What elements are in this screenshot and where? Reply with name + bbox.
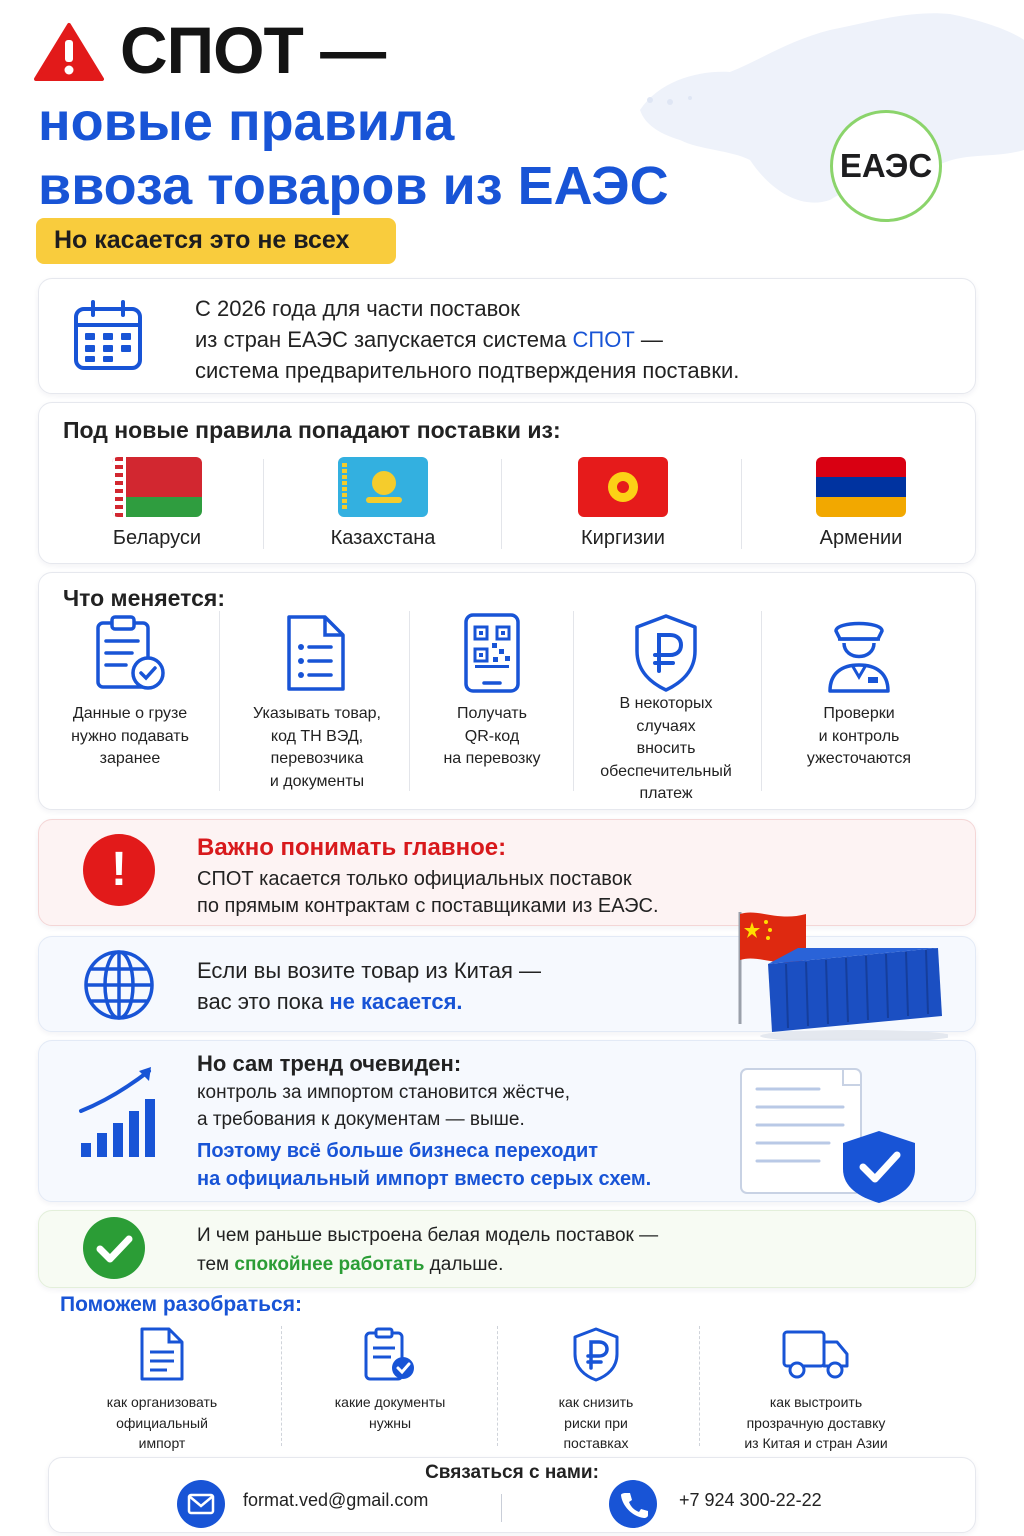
divider: [281, 1326, 282, 1446]
country-armenia: [743, 457, 979, 557]
text-segment: дальше.: [424, 1254, 504, 1275]
contacts-card: [48, 1457, 976, 1533]
text-line: обеспечительный: [600, 762, 732, 780]
subtitle-badge: Но касается это не всех: [36, 218, 396, 264]
text-line: риски при: [564, 1414, 628, 1431]
growth-chart-icon: [77, 1063, 157, 1159]
text-line: QR-код: [464, 727, 520, 745]
text-line: перевозчика: [270, 750, 364, 767]
text-line: как организовать: [106, 1394, 218, 1410]
divider: [501, 459, 502, 549]
divider: [219, 611, 220, 791]
text-line: нужны: [368, 1414, 412, 1431]
countries-card: [38, 402, 976, 564]
text-line: В некоторых: [619, 695, 713, 712]
mail-icon: [177, 1480, 225, 1528]
important-text: [197, 866, 659, 920]
change-item: [233, 613, 401, 793]
intro-line-1: С 2026 года для части поставок: [195, 296, 520, 321]
country-name: Казахстана: [330, 527, 436, 549]
phone-icon: [609, 1480, 657, 1528]
text-line: на перевозку: [443, 750, 541, 767]
map-decoration: [620, 0, 1024, 230]
text-segment: вас это пока: [197, 989, 330, 1014]
important-heading: Важно понимать главное:: [197, 834, 507, 861]
intro-line-2-post: —: [634, 327, 663, 352]
truck-icon: [781, 1326, 851, 1382]
text-line: СПОТ касается только официальных поставок: [197, 868, 632, 890]
document-icon: [139, 1326, 185, 1382]
divider: [501, 1494, 502, 1522]
phone-link[interactable]: +7 924 300-22-22: [679, 1490, 822, 1510]
divider: [741, 459, 742, 549]
text-line: официальный: [116, 1414, 208, 1431]
ruble-shield-icon: [571, 1326, 621, 1382]
text-line: из Китая и стран Азии: [744, 1435, 888, 1451]
contacts-title: Связаться с нами:: [425, 1462, 599, 1483]
help-item: [82, 1326, 242, 1454]
change-text: [49, 703, 211, 771]
ruble-shield-icon: [631, 613, 701, 693]
spot-accent: СПОТ: [572, 327, 635, 352]
country-kyrgyzstan: [505, 457, 741, 557]
text-line: вносить: [636, 740, 696, 757]
text-line: какие документы: [334, 1394, 446, 1410]
text-line: как снизить: [558, 1394, 634, 1410]
change-item: [775, 613, 943, 771]
text-line: ужесточаются: [806, 750, 912, 767]
help-item: [516, 1326, 676, 1454]
text-line: И чем раньше выстроена белая модель поставок —: [197, 1225, 659, 1246]
intro-line-3: система предварительного подтверждения поставки.: [195, 358, 740, 383]
text-line: Указывать товар,: [253, 705, 381, 722]
kyrgyzstan-flag-icon: [578, 457, 668, 517]
ok-card: [38, 1210, 976, 1288]
countries-title: Под новые правила попадают поставки из:: [63, 417, 561, 443]
text-line: и контроль: [818, 727, 900, 745]
alert-icon: !: [83, 834, 155, 906]
page-title: СПОТ —: [120, 13, 386, 87]
text-line: и документы: [269, 772, 365, 790]
country-name: Киргизии: [581, 527, 665, 549]
country-kazakhstan: [265, 457, 501, 557]
country-name: Армении: [819, 527, 903, 549]
changes-title: Что меняется:: [63, 585, 225, 611]
divider: [263, 459, 264, 549]
text-line: как выстроить: [769, 1394, 863, 1410]
help-item: [310, 1326, 470, 1433]
title-line-2: новые правила: [38, 92, 455, 152]
help-item: [724, 1326, 908, 1454]
divider: [761, 611, 762, 791]
text-line: по прямым контрактам с поставщиками из ЕАЭС.: [197, 895, 659, 917]
intro-text: [195, 293, 739, 386]
text-line: нужно подавать: [71, 727, 189, 745]
trend-accent-text: [197, 1137, 651, 1193]
text-line: Проверки: [823, 705, 895, 722]
verified-document-icon: [739, 1061, 919, 1203]
divider: [573, 611, 574, 791]
belarus-flag-icon: [112, 457, 202, 517]
customs-officer-icon: [824, 613, 894, 693]
warning-icon: [34, 22, 104, 82]
text-line: случаях: [636, 717, 696, 735]
page-title-accent: [38, 90, 669, 218]
text-line: платеж: [639, 785, 693, 802]
intro-line-2-pre: из стран ЕАЭС запускается система: [195, 327, 573, 352]
text-line: Данные о грузе: [72, 705, 188, 722]
text-line: импорт: [138, 1435, 186, 1451]
change-text: [581, 693, 751, 806]
clipboard-check-icon: [363, 1326, 417, 1382]
text-line: Если вы возите товар из Китая —: [197, 958, 542, 983]
not-affected-accent: не касается.: [329, 989, 463, 1014]
text-line: прозрачную доставку: [746, 1414, 886, 1431]
text-line: [197, 986, 541, 1017]
divider: [699, 1326, 700, 1446]
text-line: заранее: [99, 750, 161, 767]
text-line: Поэтому всё больше бизнеса переходит: [197, 1140, 599, 1162]
check-circle-icon: [83, 1217, 145, 1279]
title-line-3: ввоза товаров из ЕАЭС: [38, 156, 669, 216]
divider: [409, 611, 410, 791]
kazakhstan-flag-icon: [338, 457, 428, 517]
intro-line-2: [195, 324, 739, 355]
document-list-icon: [279, 613, 355, 693]
globe-icon: [83, 949, 155, 1021]
email-link[interactable]: format.ved@gmail.com: [243, 1490, 429, 1510]
change-item: [581, 613, 751, 806]
change-text: [233, 703, 401, 793]
help-text: [310, 1392, 470, 1433]
clipboard-check-icon: [92, 613, 168, 693]
china-container-illustration: [728, 908, 948, 1048]
armenia-flag-icon: [816, 457, 906, 517]
calendar-icon: [73, 299, 143, 371]
trend-text: [197, 1079, 570, 1133]
change-item: [417, 613, 567, 771]
text-line: [197, 1250, 658, 1279]
divider: [497, 1326, 498, 1446]
change-text: [775, 703, 943, 771]
text-line: на официальный импорт вместо серых схем.: [197, 1168, 652, 1190]
country-belarus: [39, 457, 275, 557]
help-title: Поможем разобраться:: [60, 1293, 302, 1316]
help-text: [724, 1392, 908, 1454]
help-text: [516, 1392, 676, 1454]
help-text: [82, 1392, 242, 1454]
text-line: Получать: [457, 705, 527, 722]
calm-accent: спокойнее работать: [234, 1254, 425, 1275]
trend-heading: Но сам тренд очевиден:: [197, 1051, 462, 1076]
china-text: [197, 955, 541, 1017]
country-name: Беларуси: [112, 527, 202, 549]
changes-card: [38, 572, 976, 810]
ok-text: [197, 1221, 658, 1279]
text-line: поставках: [563, 1435, 629, 1451]
change-item: [49, 613, 211, 771]
qr-phone-icon: [462, 613, 522, 693]
text-line: код ТН ВЭД,: [270, 727, 364, 745]
text-line: а требования к документам — выше.: [197, 1109, 525, 1130]
intro-card: [38, 278, 976, 394]
trend-card: [38, 1040, 976, 1202]
change-text: [417, 703, 567, 771]
eaes-badge: ЕАЭС: [830, 110, 942, 222]
text-segment: тем: [197, 1254, 235, 1275]
text-line: контроль за импортом становится жёстче,: [197, 1082, 571, 1103]
